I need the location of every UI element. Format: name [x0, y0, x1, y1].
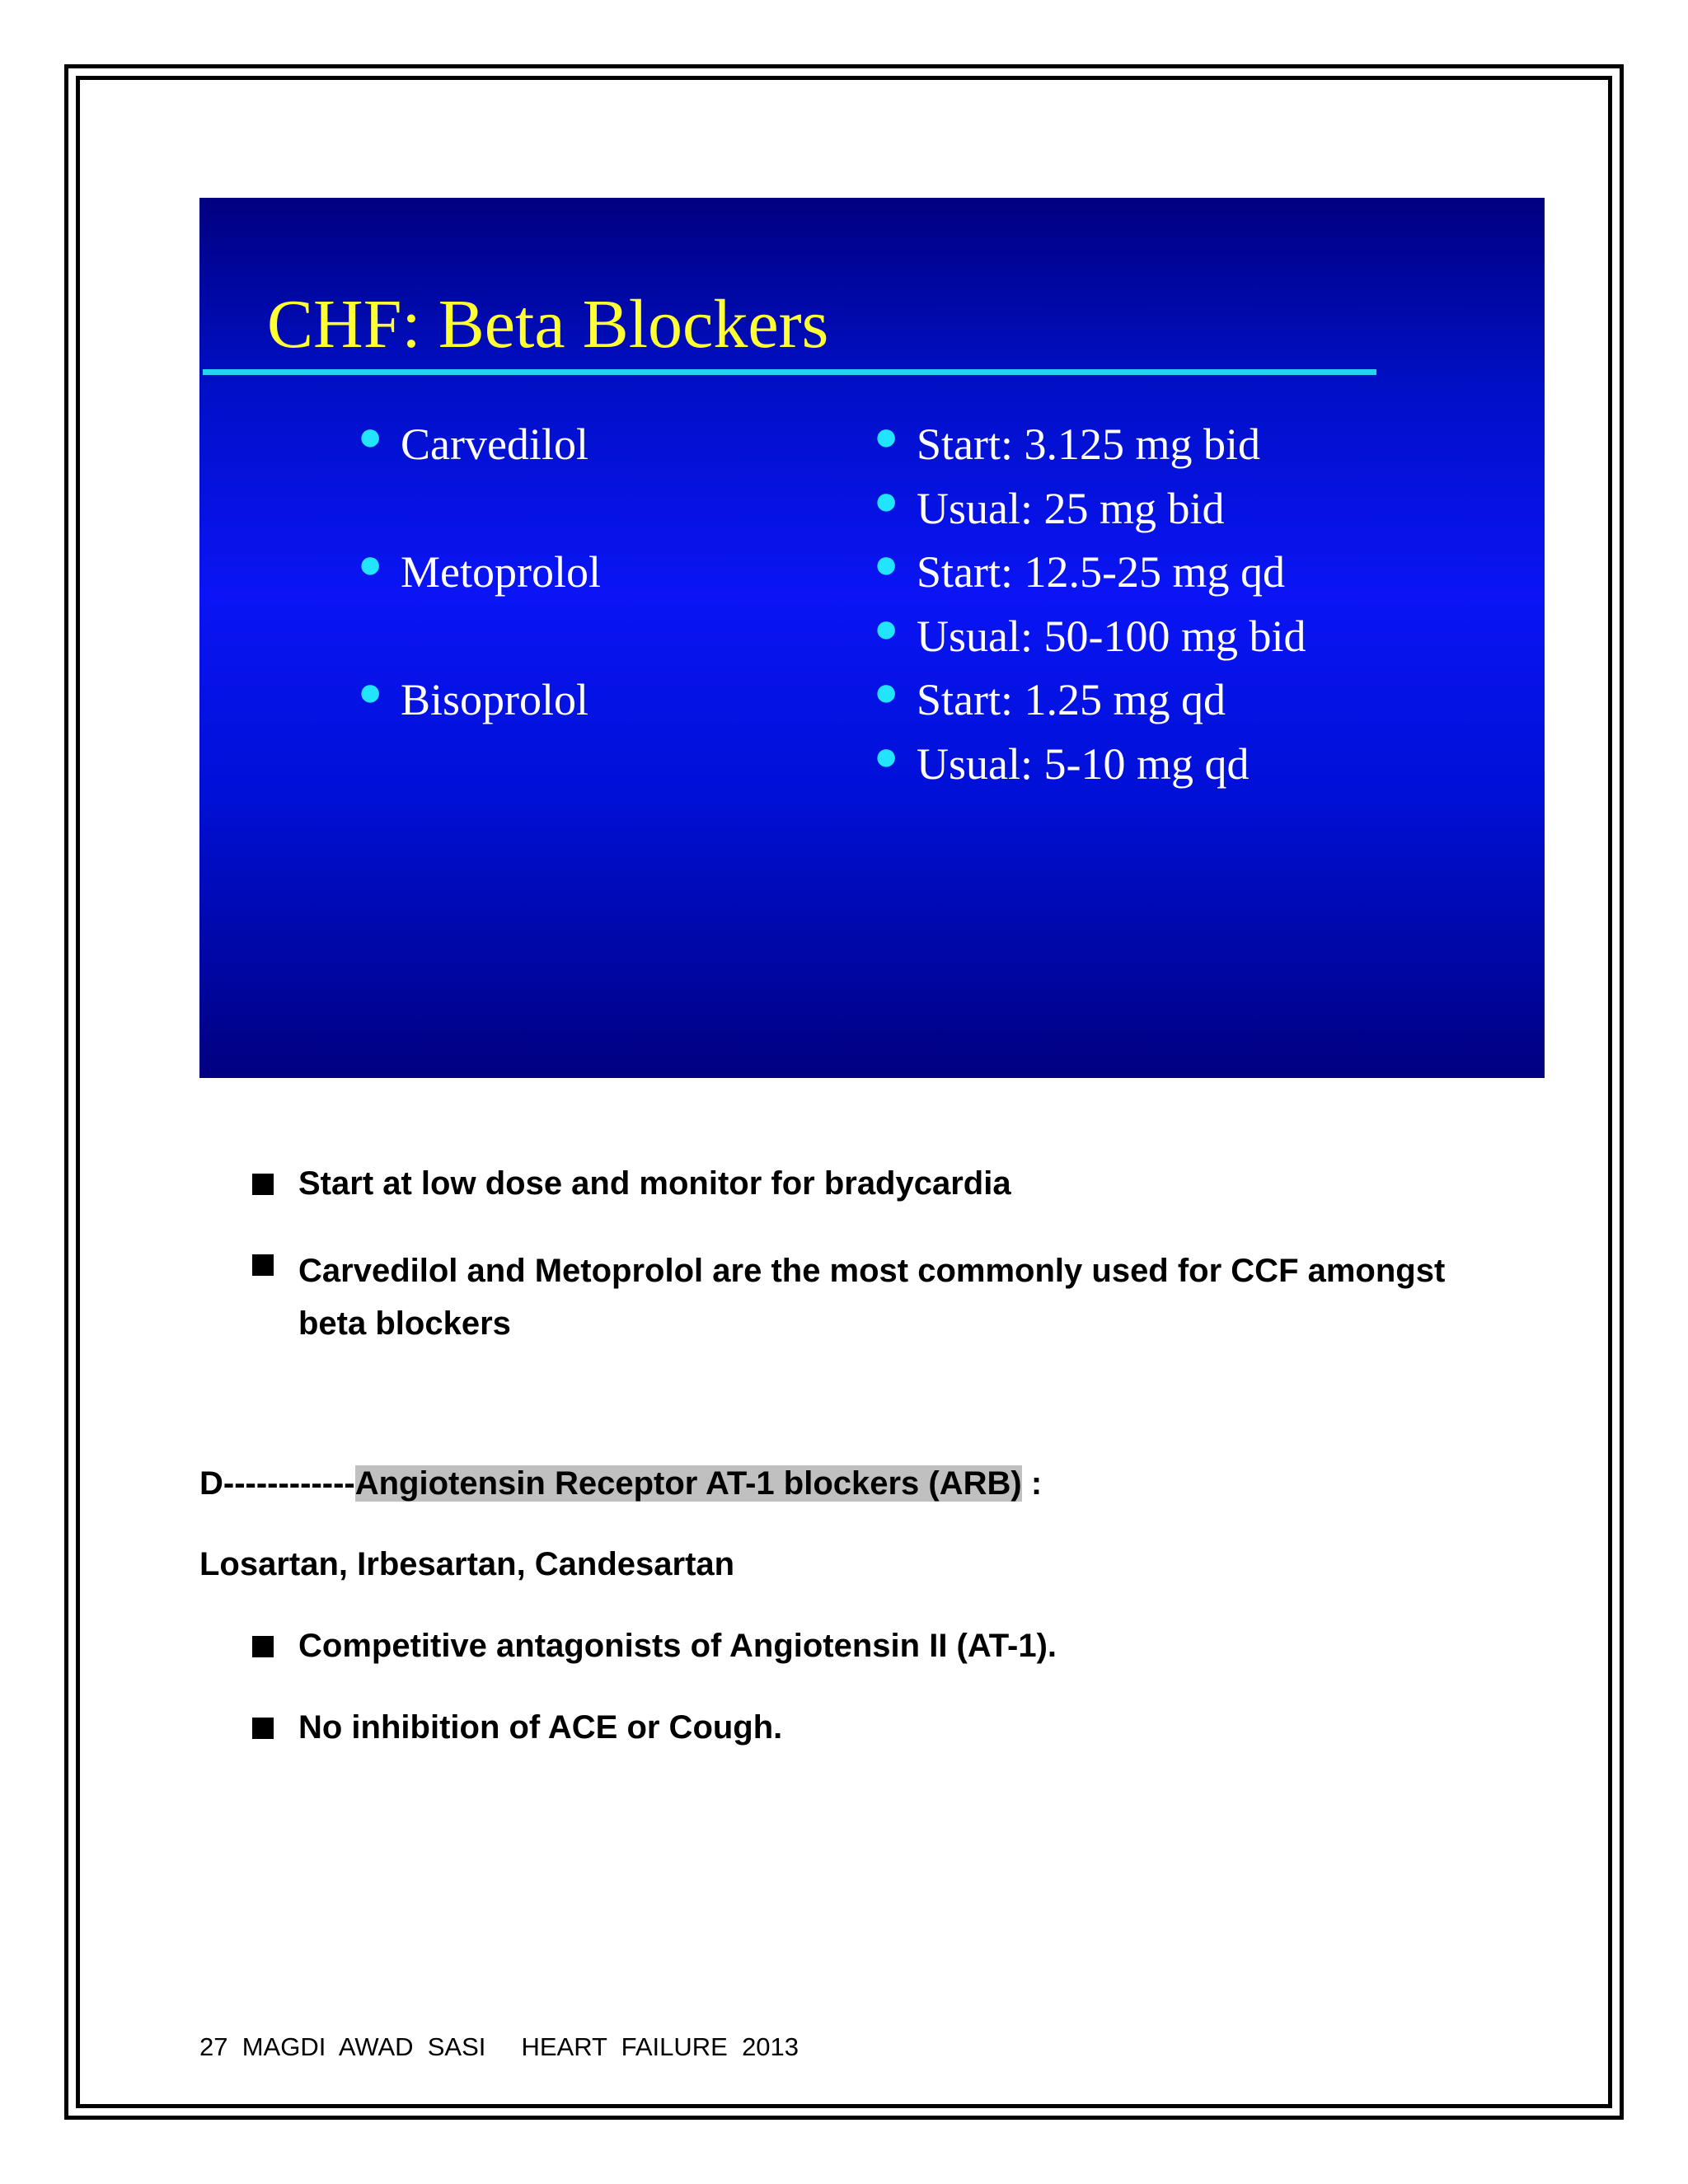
- slide-dose-label: Start: 12.5-25 mg qd: [917, 547, 1285, 597]
- slide-dose-item: [874, 733, 1250, 789]
- slide-dose-item: [874, 477, 1225, 533]
- bullet-text: Competitive antagonists of Angiotensin II (AT-1).: [298, 1628, 1057, 1664]
- slide-dose-label: Usual: 25 mg bid: [917, 484, 1225, 533]
- bullet-text: Carvedilol and Metoprolol are the most commonly used for CCF amongst beta blockers: [298, 1253, 1446, 1342]
- bullet-dot-icon: ●: [358, 413, 383, 459]
- slide-dose-item: [874, 413, 1260, 469]
- square-bullet-icon: [252, 1636, 274, 1657]
- bullet-dot-icon: ●: [874, 605, 899, 651]
- slide-dose-label: Usual: 50-100 mg bid: [917, 612, 1306, 661]
- slide-title-rule: [203, 369, 1376, 375]
- slide-drug-label: Carvedilol: [401, 419, 588, 469]
- arb-drug-list: Losartan, Irbesartan, Candesartan: [199, 1546, 735, 1582]
- slide-drug-item: [358, 668, 589, 724]
- section-prefix: D------------: [199, 1465, 355, 1502]
- slide-dose-label: Usual: 5-10 mg qd: [917, 739, 1250, 789]
- slide-drug-item: [358, 413, 588, 469]
- section-suffix: :: [1021, 1465, 1043, 1502]
- bullet-dot-icon: ●: [358, 541, 383, 587]
- bullet-dot-icon: ●: [874, 477, 899, 523]
- bullet-dot-icon: ●: [874, 541, 899, 587]
- slide-dose-label: Start: 3.125 mg bid: [917, 419, 1260, 469]
- bullet-dot-icon: ●: [874, 733, 899, 779]
- bullet-dot-icon: ●: [874, 668, 899, 715]
- bullet-text: Start at low dose and monitor for bradycardia: [298, 1165, 1011, 1202]
- square-bullet-icon: [252, 1174, 274, 1195]
- slide-dose-item: [874, 605, 1306, 661]
- section-heading-highlight: Angiotensin Receptor AT-1 blockers (ARB): [354, 1465, 1022, 1502]
- slide-dose-item: [874, 668, 1226, 724]
- square-bullet-icon: [252, 1254, 274, 1276]
- section-heading: [199, 1464, 1042, 1503]
- bullet-dot-icon: ●: [358, 668, 383, 715]
- slide-drug-label: Bisoprolol: [401, 675, 589, 724]
- bullet-text: No inhibition of ACE or Cough.: [298, 1709, 783, 1746]
- slide-drug-label: Metoprolol: [401, 547, 601, 597]
- slide-dose-label: Start: 1.25 mg qd: [917, 675, 1226, 724]
- slide-title: CHF: Beta Blockers: [267, 286, 829, 363]
- slide-drug-item: [358, 541, 601, 597]
- bullet-dot-icon: ●: [874, 413, 899, 459]
- slide-image: [199, 198, 1545, 1078]
- page-footer: 27 MAGDI AWAD SASI HEART FAILURE 2013: [199, 2032, 799, 2061]
- slide-dose-item: [874, 541, 1285, 597]
- square-bullet-icon: [252, 1718, 274, 1739]
